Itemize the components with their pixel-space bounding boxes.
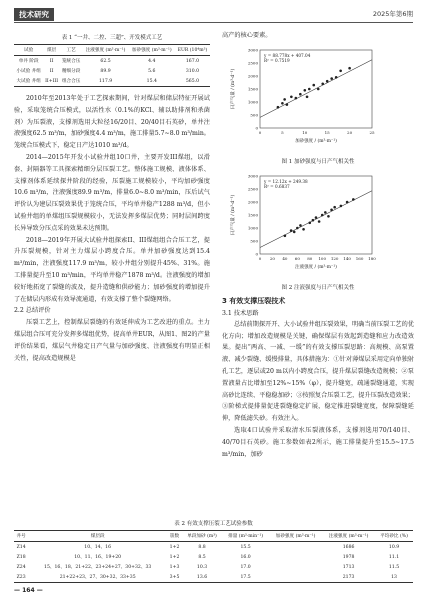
table1-header-cell: 煤层 <box>43 45 60 56</box>
table-cell: 10.3 <box>196 564 208 570</box>
table-cell <box>269 552 322 562</box>
table2-header-cell: 加砂强度 (m³·m⁻¹) <box>269 531 322 542</box>
table-cell: 117.9 <box>82 76 128 87</box>
data-point <box>315 216 318 219</box>
table1-header-cell: 加砂强度 (m³·m⁻¹) <box>129 45 175 56</box>
table1-header-cell: EUR (10⁴m³) <box>175 45 210 56</box>
data-point <box>330 77 333 80</box>
table-cell: 13 <box>375 572 413 583</box>
data-point <box>348 67 351 70</box>
data-point <box>312 219 315 222</box>
data-point <box>293 230 296 233</box>
x-tick-label: 0 <box>258 129 262 135</box>
table2 <box>14 530 413 583</box>
table-row <box>14 542 413 553</box>
table-cell: II+III <box>43 76 60 87</box>
y-tick-label: 500 <box>250 112 258 118</box>
subsection-title: 3.1 技术思路 <box>222 309 259 317</box>
y-tick-label: 1500 <box>247 212 258 218</box>
table-cell: 10、14、16 <box>84 545 112 550</box>
paragraph: 2018—2019年开展大试验井组探索II、III煤组组合合压工艺，提升压裂规模，针对主力煤层小跨度合压。单井加砂强度达到15.4 m³/min，注液强度117.9 m³/m，较小井组分别提升45%、31%。施工排量提升至10 m³/min，平均单井稳产1878 m³/d。注液强度的增加较好地拓宽了裂缝的波及，提升造缝和供砂能力；加砂强度的增加提升了在储层内形成有效导流通道，有效支撑了整个裂缝网络。 <box>14 236 210 303</box>
table-cell: 1686 <box>342 544 355 550</box>
table-cell: 1+2 <box>169 544 180 550</box>
table-row <box>14 76 210 87</box>
data-point <box>277 106 280 109</box>
x-tick-label: 60 <box>294 255 300 261</box>
table2-header-cell: 排量 (m³·min⁻¹) <box>222 531 269 542</box>
data-point <box>283 98 286 101</box>
y-tick-label: 0 <box>255 251 258 257</box>
table-cell: 8.5 <box>198 554 206 560</box>
fig1-caption: 图 1 加砂强度与日产气相关性 <box>281 158 355 165</box>
data-point <box>299 93 302 96</box>
table-cell <box>269 542 322 553</box>
table-cell: 21+22+23、27、30+32、33+35 <box>28 572 167 583</box>
table-cell: 15.5 <box>240 544 251 550</box>
table-cell: 1713 <box>342 564 355 570</box>
table-cell: 565.0 <box>175 76 210 87</box>
trend-line <box>260 57 372 118</box>
table-cell: 17.0 <box>240 564 251 570</box>
table2-header-cell: 煤层段 <box>28 531 167 542</box>
y-tick-label: 1500 <box>247 86 258 92</box>
table-cell: 单井 阶段 <box>18 59 39 64</box>
y-tick-label: 1000 <box>247 99 258 105</box>
paragraph: 选取4口试验井采取清水压裂液体系，支撑剂选用70/140目、40/70目石英砂。施工参数如表2所示，施工排量提升至15.5~17.5 m³/min，加砂 <box>222 426 414 458</box>
y-tick-label: 0 <box>255 125 258 131</box>
x-tick-label: 140 <box>343 255 351 261</box>
data-point <box>340 204 343 207</box>
data-point <box>326 80 329 83</box>
data-point <box>304 89 307 92</box>
x-tick-label: 20 <box>269 255 275 261</box>
data-point <box>330 208 333 211</box>
table-cell: 大试验 井组 <box>14 76 43 87</box>
table-cell: 10.9 <box>388 544 400 550</box>
chart-fig1 <box>222 42 414 150</box>
data-point <box>296 226 299 229</box>
table-cell <box>269 572 322 583</box>
y-tick-label: 1000 <box>247 225 258 231</box>
data-point <box>290 95 293 98</box>
y-tick-label: 2500 <box>247 186 258 192</box>
data-point <box>306 95 309 98</box>
x-tick-label: 180 <box>368 255 376 261</box>
left-column <box>14 30 210 364</box>
paragraph: 高产的核心要素。 <box>222 32 272 39</box>
x-tick-label: 25 <box>369 129 375 135</box>
paragraph: 总结前期探开开、大小试验井组压裂效果，明确当前压裂工艺的优化方向；增加改造规模是关键，确保煤层有效起到造缝和应力改造效果。提出“两高、一减、一缓”的有效支撑压裂思路：高规模、高泵置液、减少裂缝、缓慢排量，具体措施为：①针对薄煤层采用定向单独射孔工艺，逐层或20 m以内小跨度合压，提升煤层裂缝改造规模；②泵置液量占比增加至12%~15%（φ），提升缝宽，疏通裂缝通道，实现高砂比连续、平稳稳加砂；③按照复合压裂工艺，提升压裂改造效果；③阶梯式提排量促进裂缝稳定扩展，稳定推进裂缝宽度，保障裂缝延伸，降低滤失砂。有效注入。 <box>222 320 414 423</box>
trend-line <box>260 191 372 248</box>
y-tick-label: 3000 <box>247 173 258 179</box>
table2-header-cell: 井号 <box>14 531 28 542</box>
fig2-caption: 图 2 注液强度与日产气相关性 <box>281 284 355 291</box>
data-point <box>284 234 287 237</box>
data-point <box>302 228 305 231</box>
section-title: 3 有效支撑压裂技术 <box>222 296 286 305</box>
table-cell: 精细分段 <box>61 69 81 74</box>
table2-caption: 表 2 有效支撑压裂工艺试验参数 <box>174 521 253 527</box>
x-axis-label: 注液强度 / (m³·m⁻¹) <box>295 264 337 270</box>
page-header <box>14 7 413 23</box>
table-cell: 1+2 <box>169 554 180 560</box>
x-tick-label: 15 <box>324 129 330 135</box>
x-tick-label: 0 <box>258 255 262 261</box>
table-cell: 3+5 <box>167 572 182 583</box>
table-cell: 1978 <box>342 554 355 560</box>
data-point <box>312 84 315 87</box>
table1-caption: 表 1 “一井、二控、三超”、开发模式工艺 <box>61 35 163 41</box>
x-tick-label: 100 <box>318 255 327 261</box>
table-cell: II <box>49 58 54 64</box>
table-row <box>14 562 413 572</box>
x-tick-label: 20 <box>347 129 353 135</box>
table-cell: Z14 <box>16 544 26 550</box>
data-point <box>290 229 293 232</box>
table-cell: 167.0 <box>185 58 200 64</box>
y-tick-label: 2500 <box>247 60 258 66</box>
table-row <box>14 572 413 583</box>
right-column <box>222 30 414 460</box>
table2-wrap <box>14 516 413 583</box>
table2-header-cell: 注液强度 (m³·m⁻¹) <box>322 531 375 542</box>
table-cell: 16.0 <box>240 554 251 560</box>
data-point <box>317 87 320 90</box>
x-tick-label: 160 <box>355 255 364 261</box>
data-point <box>286 103 289 106</box>
x-tick-label: 80 <box>307 255 313 261</box>
page-number: — 164 — <box>14 587 43 594</box>
table-cell: 17.5 <box>222 572 269 583</box>
table1-header-row <box>14 45 210 56</box>
table-cell <box>269 562 322 572</box>
table-cell: 62.5 <box>100 58 111 64</box>
table-cell: 组合合压 <box>60 76 83 87</box>
table2-header-row <box>14 531 413 542</box>
table-cell: 小试验 井组 <box>16 69 41 74</box>
r2-label: R² = 0.6837 <box>264 183 290 189</box>
y-tick-label: 3000 <box>247 47 258 53</box>
x-tick-label: 5 <box>281 129 284 135</box>
table-cell: 310.0 <box>185 68 200 74</box>
equation-label: y = 88.778x + 407.04 <box>264 52 311 58</box>
paragraph: 2014—2015年开发小试验井组10口井，主要开发III煤组，以滑套、封隔器等工具探索精细分层压裂工艺。整体施工规模、液体体系、支撑剂体系延续探井阶段的经验，压裂施工规模较小，平均加砂强度10.6 m³/m，注液强度89.9 m³/m，排量6.0~8.0 m³/min，压后试气评价认为建层压裂效果优于笼统合压，平均单井稳产1288 m³/d，但小试验井组的单煤组压裂规模较小，无法发挥多煤层优势；同时层间跨度长异导致分压点采的效果未达预期。 <box>14 153 210 232</box>
chart-fig2 <box>222 168 414 276</box>
table-cell: Z24 <box>16 564 26 570</box>
data-point <box>281 102 284 105</box>
x-tick-label: 10 <box>302 129 308 135</box>
data-point <box>352 198 355 201</box>
data-point <box>321 213 324 216</box>
table-cell: 11.1 <box>388 554 400 560</box>
table-row <box>14 552 413 562</box>
data-point <box>346 200 349 203</box>
table-cell: 10、11、16、19+20 <box>74 555 122 560</box>
table-cell: 4.4 <box>148 58 156 64</box>
table-cell: 8.8 <box>198 544 206 550</box>
paragraph: 2010年至2013年处于工艺探索期间，针对煤层和储层特征开展试验，采取笼统合压模式，以活性水（0.1%的KCl、辅以助排剂和杀菌剂）为压裂液，支撑剂选用大粒径16/20目、20/40目石英砂，单井注液强度62.5 m³/m，加砂强度4.4 m³/m，施工排量5.7~8.0 m³/min。笼统合压模式下，稳定日产达1010 m³/d。 <box>14 95 210 150</box>
table-row <box>14 66 210 76</box>
y-axis-label: 日产气量 / (m³·d⁻¹) <box>231 68 236 110</box>
table-cell: Z23 <box>14 572 28 583</box>
data-point <box>299 224 302 227</box>
table1 <box>14 44 210 87</box>
table-cell: 笼统合压 <box>61 59 81 64</box>
table-cell: II <box>49 68 54 74</box>
y-tick-label: 500 <box>250 238 258 244</box>
data-point <box>318 220 321 223</box>
table-cell: 15.4 <box>129 76 175 87</box>
table-cell: 15、16、18、21+22、23+24+27、30+32、33 <box>44 565 152 570</box>
table-row <box>14 56 210 67</box>
data-point <box>321 82 324 85</box>
y-tick-label: 2000 <box>247 73 258 79</box>
data-point <box>324 211 327 214</box>
table-cell: 2173 <box>322 572 375 583</box>
data-point <box>308 87 311 90</box>
table1-header-cell: 注液强度 (m³·m⁻¹) <box>82 45 128 56</box>
table1-header-cell: 工艺 <box>60 45 83 56</box>
equation-label: y = 12.12x + 249.38 <box>264 178 308 184</box>
data-point <box>335 76 338 79</box>
x-tick-label: 120 <box>330 255 339 261</box>
table2-header-cell: 簇数 <box>167 531 182 542</box>
data-point <box>295 97 298 100</box>
section-tag: 技术研究 <box>14 8 54 21</box>
data-point <box>333 206 336 209</box>
data-point <box>339 69 342 72</box>
y-axis-label: 日产气量 / (m³·d⁻¹) <box>231 194 236 236</box>
table-cell: 13.6 <box>182 572 222 583</box>
table-cell: 89.9 <box>100 68 111 74</box>
data-point <box>327 215 330 218</box>
r2-label: R² = 0.7519 <box>264 57 290 63</box>
x-axis-label: 加砂强度 / (m³·m⁻¹) <box>295 138 337 144</box>
data-point <box>308 221 311 224</box>
table-cell: 5.6 <box>148 68 156 74</box>
table-cell: 1+3 <box>169 564 180 570</box>
table-cell: Z18 <box>16 554 26 560</box>
table2-header-cell: 单段加砂 (m³) <box>182 531 222 542</box>
y-tick-label: 2000 <box>247 199 258 205</box>
issue-label: 2025年第6期 <box>372 10 413 18</box>
subsection-title: 2.2 总结评价 <box>14 307 51 315</box>
paragraph: 压裂工艺上，控制煤层裂缝的有效延伸成为工艺改进的重点。主力煤层组合压可充分发挥多煤组优势，提高单井EUR，从图1、图2的产量评价结果看，煤层气井稳定日产气量与加砂强度、注液强度有明显正相关性，提高改造规模是 <box>14 319 210 362</box>
x-tick-label: 40 <box>282 255 288 261</box>
table-cell: 11.5 <box>388 564 400 570</box>
table2-header-cell: 平均砂比 (%) <box>375 531 413 542</box>
table1-header-cell: 试验 <box>14 45 43 56</box>
